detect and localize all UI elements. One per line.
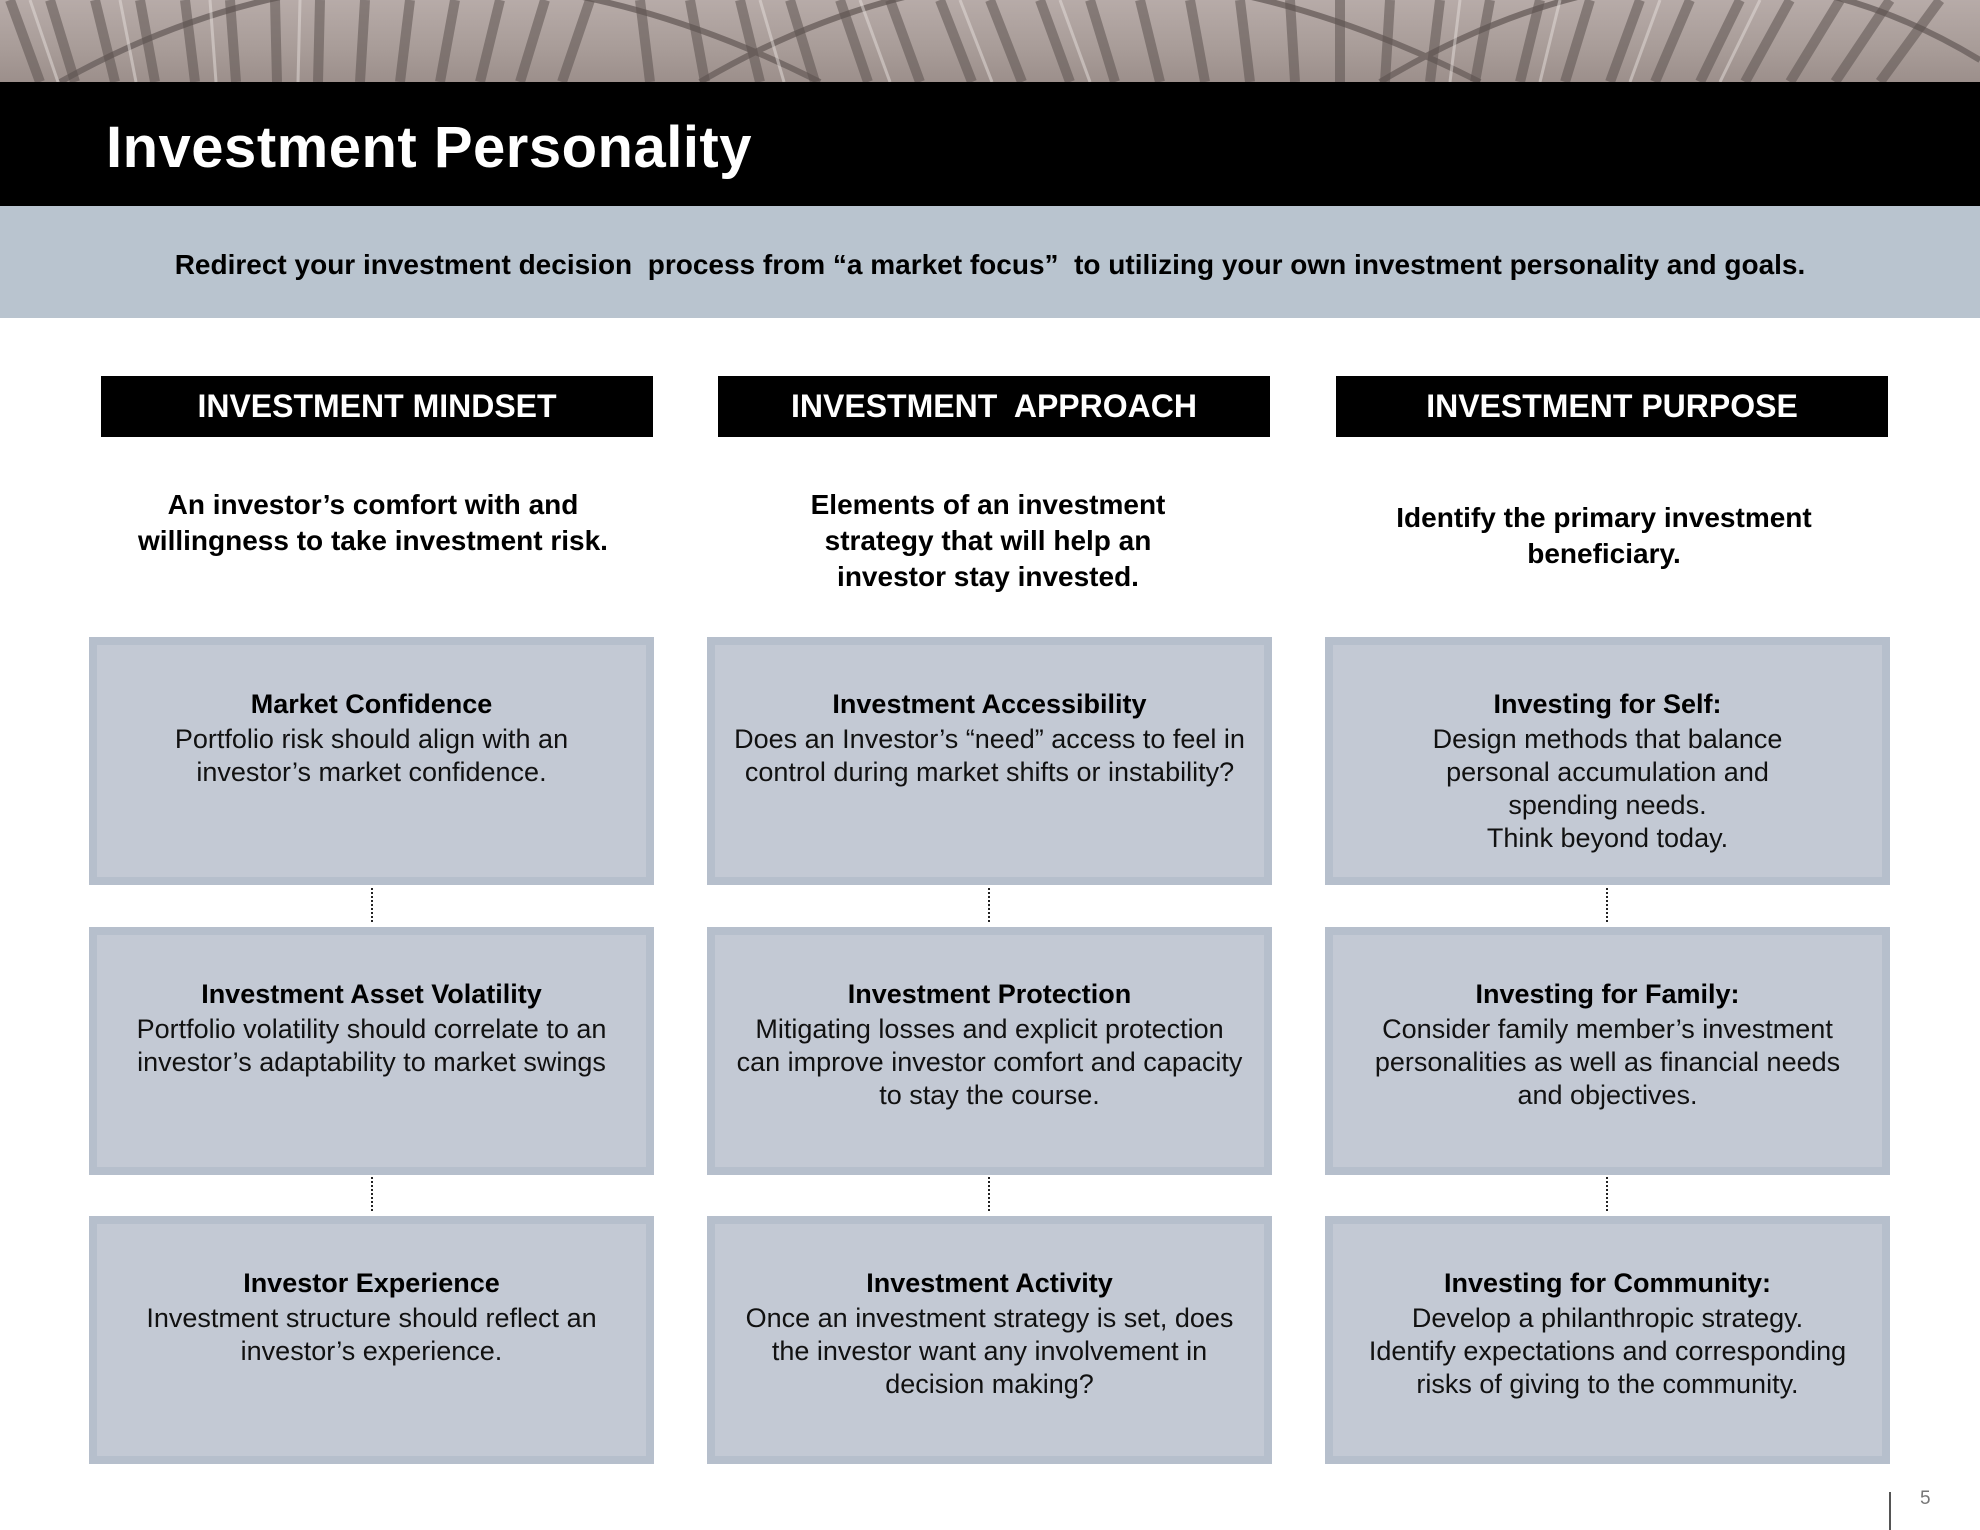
card-title: Investment Protection (847, 979, 1132, 1009)
card-title: Investment Asset Volatility (201, 979, 542, 1009)
dotted-connector (988, 888, 990, 922)
page-number-divider (1889, 1492, 1891, 1530)
card-investor-experience (89, 1216, 654, 1464)
card-title: Investing for Family: (1475, 979, 1740, 1009)
column-header-mindset: INVESTMENT MINDSET (101, 376, 653, 437)
card-investment-accessibility (707, 637, 1272, 885)
card-title: Investing for Community: (1443, 1268, 1771, 1298)
dotted-connector (988, 1177, 990, 1211)
column-description-purpose: Identify the primary investment beneficiary. (1396, 502, 1812, 569)
card-investment-activity (707, 1216, 1272, 1464)
card-body: Develop a philanthropic strategy. Identify expectations and corresponding risks of giving to the community. (1368, 1303, 1847, 1399)
card-title: Investment Accessibility (832, 689, 1147, 719)
card-body: Portfolio volatility should correlate to an investor’s adaptability to market swings (136, 1014, 607, 1077)
dotted-connector (371, 1177, 373, 1211)
card-title: Investor Experience (243, 1268, 500, 1298)
column-header-approach: INVESTMENT APPROACH (718, 376, 1270, 437)
page-number: 5 (1920, 1488, 1931, 1509)
card-market-confidence (89, 637, 654, 885)
card-investing-for-family (1325, 927, 1890, 1175)
card-investment-protection (707, 927, 1272, 1175)
card-title: Market Confidence (250, 689, 493, 719)
page-title: Investment Personality (106, 115, 752, 180)
dotted-connector (1606, 888, 1608, 922)
dotted-connector (371, 888, 373, 922)
column-description-approach: Elements of an investment strategy that will help an investor stay invested. (810, 489, 1166, 592)
card-title: Investment Activity (866, 1268, 1113, 1298)
card-body: Investment structure should reflect an investor’s experience. (146, 1303, 597, 1366)
card-title: Investing for Self: (1493, 689, 1722, 719)
arches-image (0, 0, 1980, 82)
card-body: Consider family member’s investment personalities as well as financial needs and objectives. (1374, 1014, 1841, 1110)
card-investing-for-self (1325, 637, 1890, 885)
column-header-purpose: INVESTMENT PURPOSE (1336, 376, 1888, 437)
banner-photo (0, 0, 1980, 82)
card-body: Portfolio risk should align with an investor’s market confidence. (174, 724, 569, 787)
card-investment-asset-volatility (89, 927, 654, 1175)
card-body: Does an Investor’s “need” access to feel in control during market shifts or instability? (734, 724, 1245, 787)
card-body: Design methods that balance personal accumulation and spending needs. Think beyond today. (1432, 724, 1783, 853)
card-body: Once an investment strategy is set, does the investor want any involvement in decision making? (745, 1303, 1234, 1399)
column-description-mindset: An investor’s comfort with and willingness to take investment risk. (138, 489, 608, 556)
dotted-connector (1606, 1177, 1608, 1211)
card-body: Mitigating losses and explicit protection can improve investor comfort and capacity to stay the course. (736, 1014, 1243, 1110)
card-investing-for-community (1325, 1216, 1890, 1464)
subtitle-text: Redirect your investment decision process from “a market focus” to utilizing your own investment personality and goals. (174, 249, 1806, 280)
